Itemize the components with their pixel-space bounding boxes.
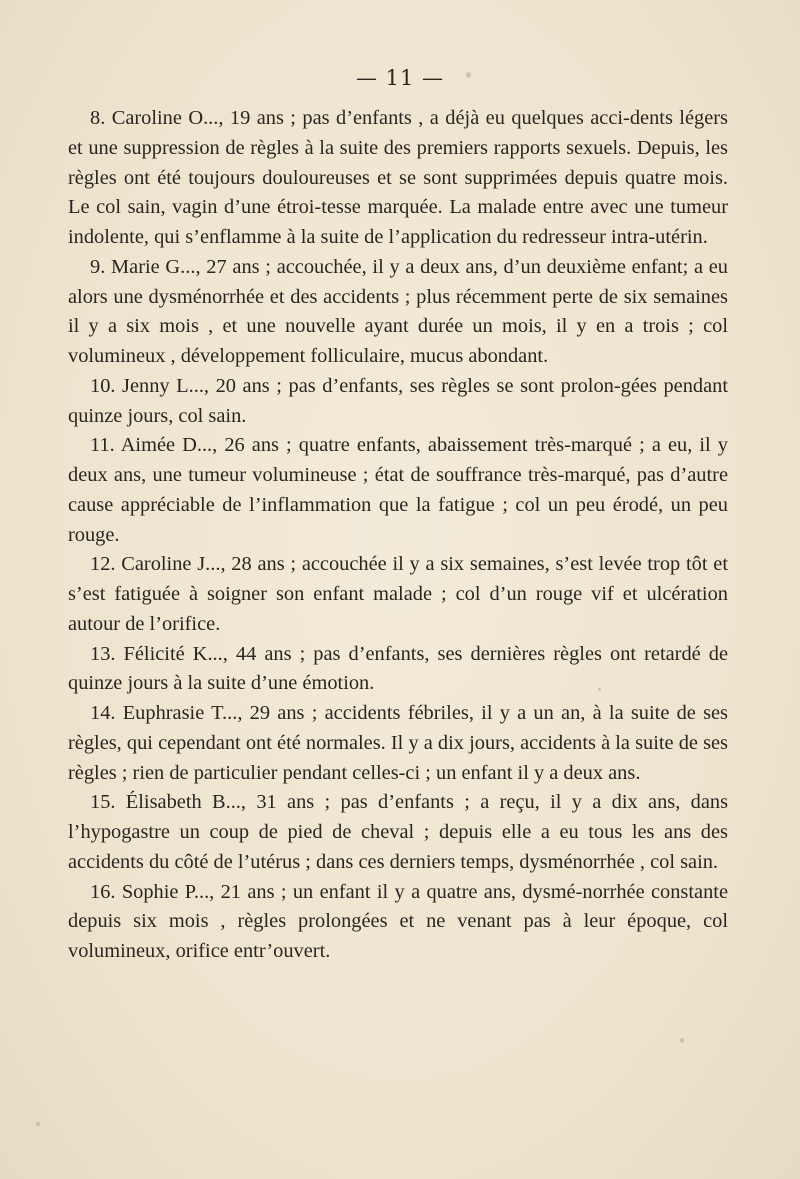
case-paragraph-9: 9. Marie G..., 27 ans ; accouchée, il y a deux ans, d’un deuxième enfant; a eu alors une dysménorrhée et des accidents ; plus récemment perte de six semaines il y a six mois , et une nouvelle ayant durée un mois, il y en a trois ; col volumineux , développement folliculaire, mucus abondant. <box>68 255 728 367</box>
case-paragraph-12: 12. Caroline J..., 28 ans ; accouchée il y a six semaines, s’est levée trop tôt et s’est fatiguée à soigner son enfant malade ; col d’un rouge vif et ulcération autour de l’orifice. <box>68 553 728 635</box>
body-text <box>68 104 728 967</box>
case-paragraph-10: 10. Jenny L..., 20 ans ; pas d’enfants, ses règles se sont prolon-gées pendant quinze jours, col sain. <box>68 374 728 427</box>
paper-speck <box>598 688 601 691</box>
paper-speck <box>466 72 471 78</box>
page-number-header: — 11 — <box>355 66 445 90</box>
paper-speck <box>36 1122 40 1126</box>
case-paragraph-13: 13. Félicité K..., 44 ans ; pas d’enfants, ses dernières règles ont retardé de quinze jours à la suite d’une émotion. <box>68 642 728 695</box>
paper-speck <box>680 1038 684 1043</box>
case-paragraph-11: 11. Aimée D..., 26 ans ; quatre enfants, abaissement très-marqué ; a eu, il y deux ans, une tumeur volumineuse ; état de souffrance très-marqué, pas d’autre cause appréciable de l’inflammation que la fatigue ; col un peu érodé, un peu rouge. <box>68 434 728 546</box>
case-paragraph-14: 14. Euphrasie T..., 29 ans ; accidents fébriles, il y a un an, à la suite de ses règles, qui cependant ont été normales. Il y a dix jours, accidents à la suite de ses règles ; rien de particulier pendant celles-ci ; un enfant il y a deux ans. <box>68 702 728 784</box>
case-paragraph-15: 15. Élisabeth B..., 31 ans ; pas d’enfants ; a reçu, il y a dix ans, dans l’hypogastre un coup de pied de cheval ; depuis elle a eu tous les ans des accidents du côté de l’utérus ; dans ces derniers temps, dysménorrhée , col sain. <box>68 791 728 873</box>
case-paragraph-16: 16. Sophie P..., 21 ans ; un enfant il y a quatre ans, dysmé-norrhée constante depuis six mois , règles prolongées et ne venant pas à leur époque, col volumineux, orifice entr’ouvert. <box>68 880 728 962</box>
case-paragraph-8: 8. Caroline O..., 19 ans ; pas d’enfants , a déjà eu quelques acci-dents légers et une suppression de règles à la suite des premiers rapports sexuels. Depuis, les règles ont été toujours douloureuses et se sont supprimées depuis quatre mois. Le col sain, vagin d’une étroi-tesse marquée. La malade entre avec une tumeur indolente, qui s’enflamme à la suite de l’application du redresseur intra-utérin. <box>68 107 728 248</box>
